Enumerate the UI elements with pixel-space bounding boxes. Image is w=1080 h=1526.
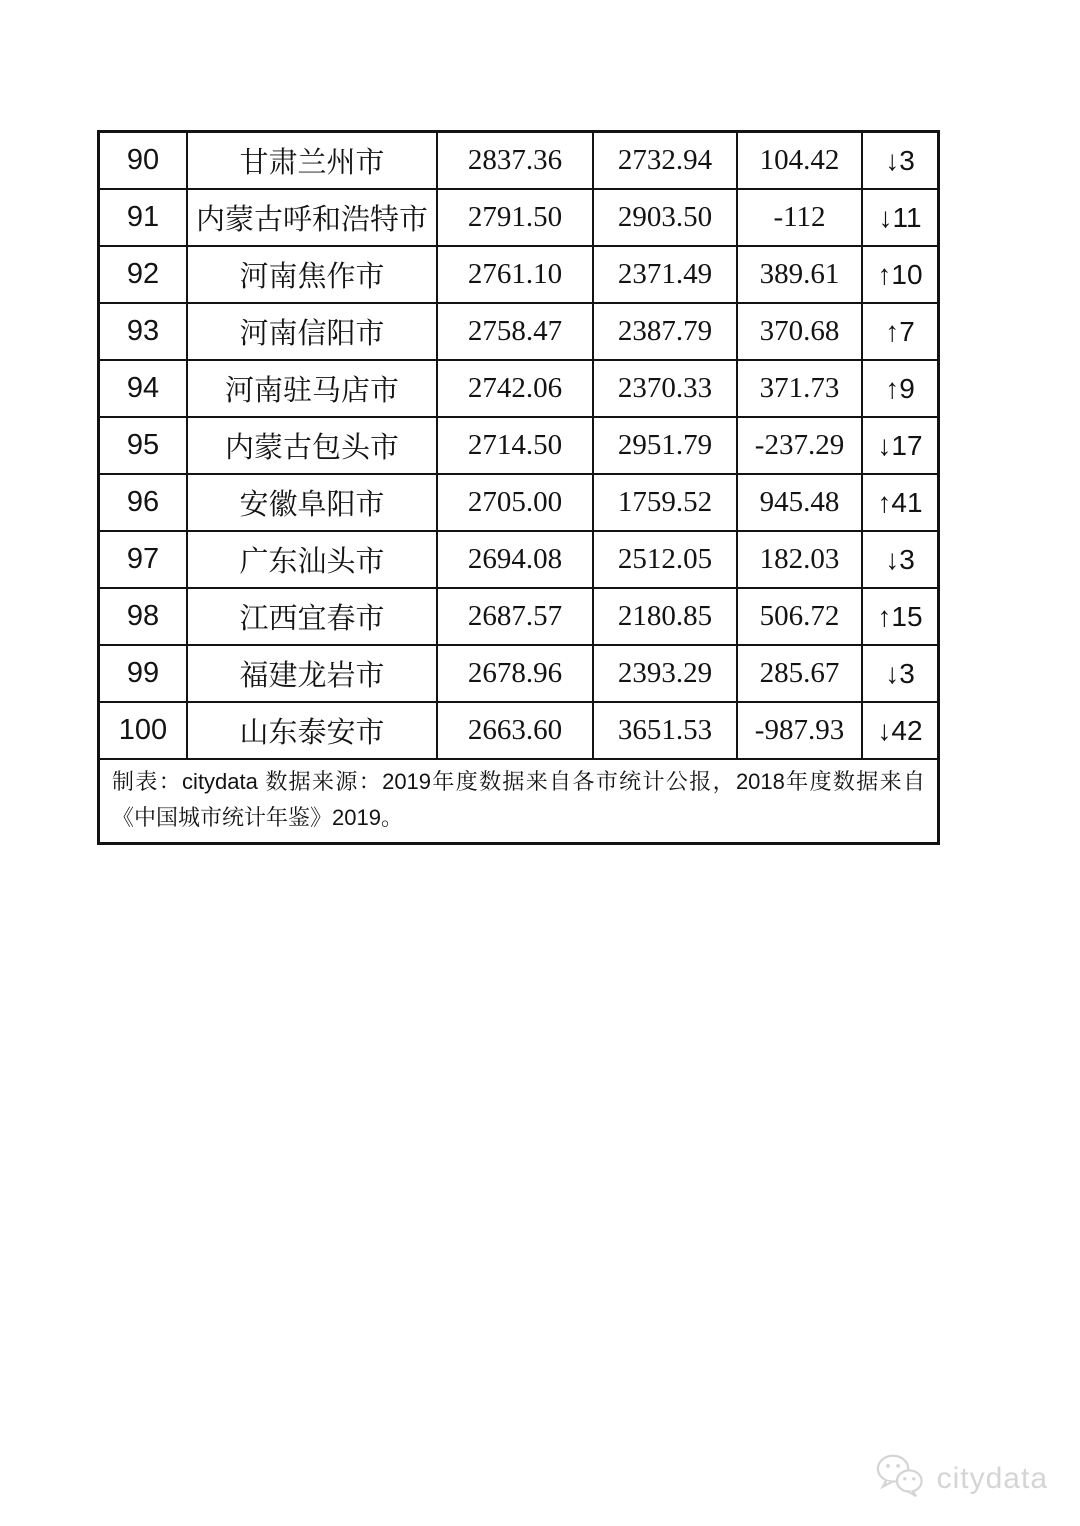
rank-change-cell: ↑10 xyxy=(877,258,923,290)
watermark-label: citydata xyxy=(936,1461,1048,1495)
table-row xyxy=(100,475,937,532)
rank-cell: 100 xyxy=(100,703,188,758)
rank-cell: 92 xyxy=(100,247,188,302)
gdp-2019-cell: 2758.47 xyxy=(438,304,594,359)
gdp-2019-cell: 2687.57 xyxy=(438,589,594,644)
table-row xyxy=(100,646,937,703)
city-gdp-table xyxy=(97,130,940,845)
city-cell: 广东汕头市 xyxy=(188,532,438,587)
gdp-2019-cell: 2694.08 xyxy=(438,532,594,587)
rank-change-cell: ↑9 xyxy=(885,372,915,404)
diff-cell: 104.42 xyxy=(738,133,863,188)
gdp-2018-cell: 1759.52 xyxy=(594,475,738,530)
gdp-2019-cell: 2705.00 xyxy=(438,475,594,530)
rank-change-cell: ↑41 xyxy=(877,486,923,518)
city-cell: 安徽阜阳市 xyxy=(188,475,438,530)
gdp-2018-cell: 2371.49 xyxy=(594,247,738,302)
table-row xyxy=(100,190,937,247)
table-row xyxy=(100,247,937,304)
rank-change-cell: ↓3 xyxy=(885,144,915,176)
table-source-note: 制表：citydata 数据来源：2019年度数据来自各市统计公报，2018年度数据来自《中国城市统计年鉴》2019。 xyxy=(112,769,925,830)
rank-change-cell: ↓42 xyxy=(877,714,923,746)
rank-cell: 95 xyxy=(100,418,188,473)
rank-cell: 97 xyxy=(100,532,188,587)
rank-cell: 94 xyxy=(100,361,188,416)
diff-cell: 182.03 xyxy=(738,532,863,587)
city-cell: 甘肃兰州市 xyxy=(188,133,438,188)
diff-cell: 370.68 xyxy=(738,304,863,359)
city-cell: 河南信阳市 xyxy=(188,304,438,359)
table-row xyxy=(100,589,937,646)
gdp-2018-cell: 3651.53 xyxy=(594,703,738,758)
diff-cell: -112 xyxy=(738,190,863,245)
gdp-2019-cell: 2663.60 xyxy=(438,703,594,758)
gdp-2019-cell: 2761.10 xyxy=(438,247,594,302)
gdp-2018-cell: 2512.05 xyxy=(594,532,738,587)
diff-cell: 389.61 xyxy=(738,247,863,302)
rank-cell: 98 xyxy=(100,589,188,644)
city-cell: 河南驻马店市 xyxy=(188,361,438,416)
diff-cell: 945.48 xyxy=(738,475,863,530)
rank-cell: 90 xyxy=(100,133,188,188)
citydata-watermark xyxy=(875,1453,1048,1504)
city-cell: 福建龙岩市 xyxy=(188,646,438,701)
city-cell: 河南焦作市 xyxy=(188,247,438,302)
diff-cell: 371.73 xyxy=(738,361,863,416)
gdp-2018-cell: 2732.94 xyxy=(594,133,738,188)
table-row xyxy=(100,133,937,190)
rank-change-cell: ↓3 xyxy=(885,657,915,689)
rank-change-cell: ↓17 xyxy=(877,429,923,461)
gdp-2019-cell: 2742.06 xyxy=(438,361,594,416)
rank-cell: 96 xyxy=(100,475,188,530)
gdp-2019-cell: 2791.50 xyxy=(438,190,594,245)
gdp-2018-cell: 2393.29 xyxy=(594,646,738,701)
gdp-2019-cell: 2837.36 xyxy=(438,133,594,188)
gdp-2018-cell: 2387.79 xyxy=(594,304,738,359)
diff-cell: 285.67 xyxy=(738,646,863,701)
diff-cell: -237.29 xyxy=(738,418,863,473)
gdp-2018-cell: 2180.85 xyxy=(594,589,738,644)
rank-cell: 99 xyxy=(100,646,188,701)
wechat-icon xyxy=(875,1453,929,1504)
gdp-2018-cell: 2370.33 xyxy=(594,361,738,416)
table-row xyxy=(100,532,937,589)
gdp-2018-cell: 2951.79 xyxy=(594,418,738,473)
city-cell: 山东泰安市 xyxy=(188,703,438,758)
gdp-2019-cell: 2678.96 xyxy=(438,646,594,701)
table-row xyxy=(100,304,937,361)
city-cell: 江西宜春市 xyxy=(188,589,438,644)
diff-cell: -987.93 xyxy=(738,703,863,758)
rank-cell: 91 xyxy=(100,190,188,245)
rank-change-cell: ↑7 xyxy=(885,315,915,347)
gdp-2019-cell: 2714.50 xyxy=(438,418,594,473)
rank-change-cell: ↑15 xyxy=(877,600,923,632)
rank-change-cell: ↓3 xyxy=(885,543,915,575)
rank-cell: 93 xyxy=(100,304,188,359)
city-cell: 内蒙古包头市 xyxy=(188,418,438,473)
rank-change-cell: ↓11 xyxy=(878,201,922,233)
table-row xyxy=(100,703,937,760)
table-row xyxy=(100,418,937,475)
diff-cell: 506.72 xyxy=(738,589,863,644)
city-cell: 内蒙古呼和浩特市 xyxy=(188,190,438,245)
gdp-2018-cell: 2903.50 xyxy=(594,190,738,245)
table-row xyxy=(100,361,937,418)
